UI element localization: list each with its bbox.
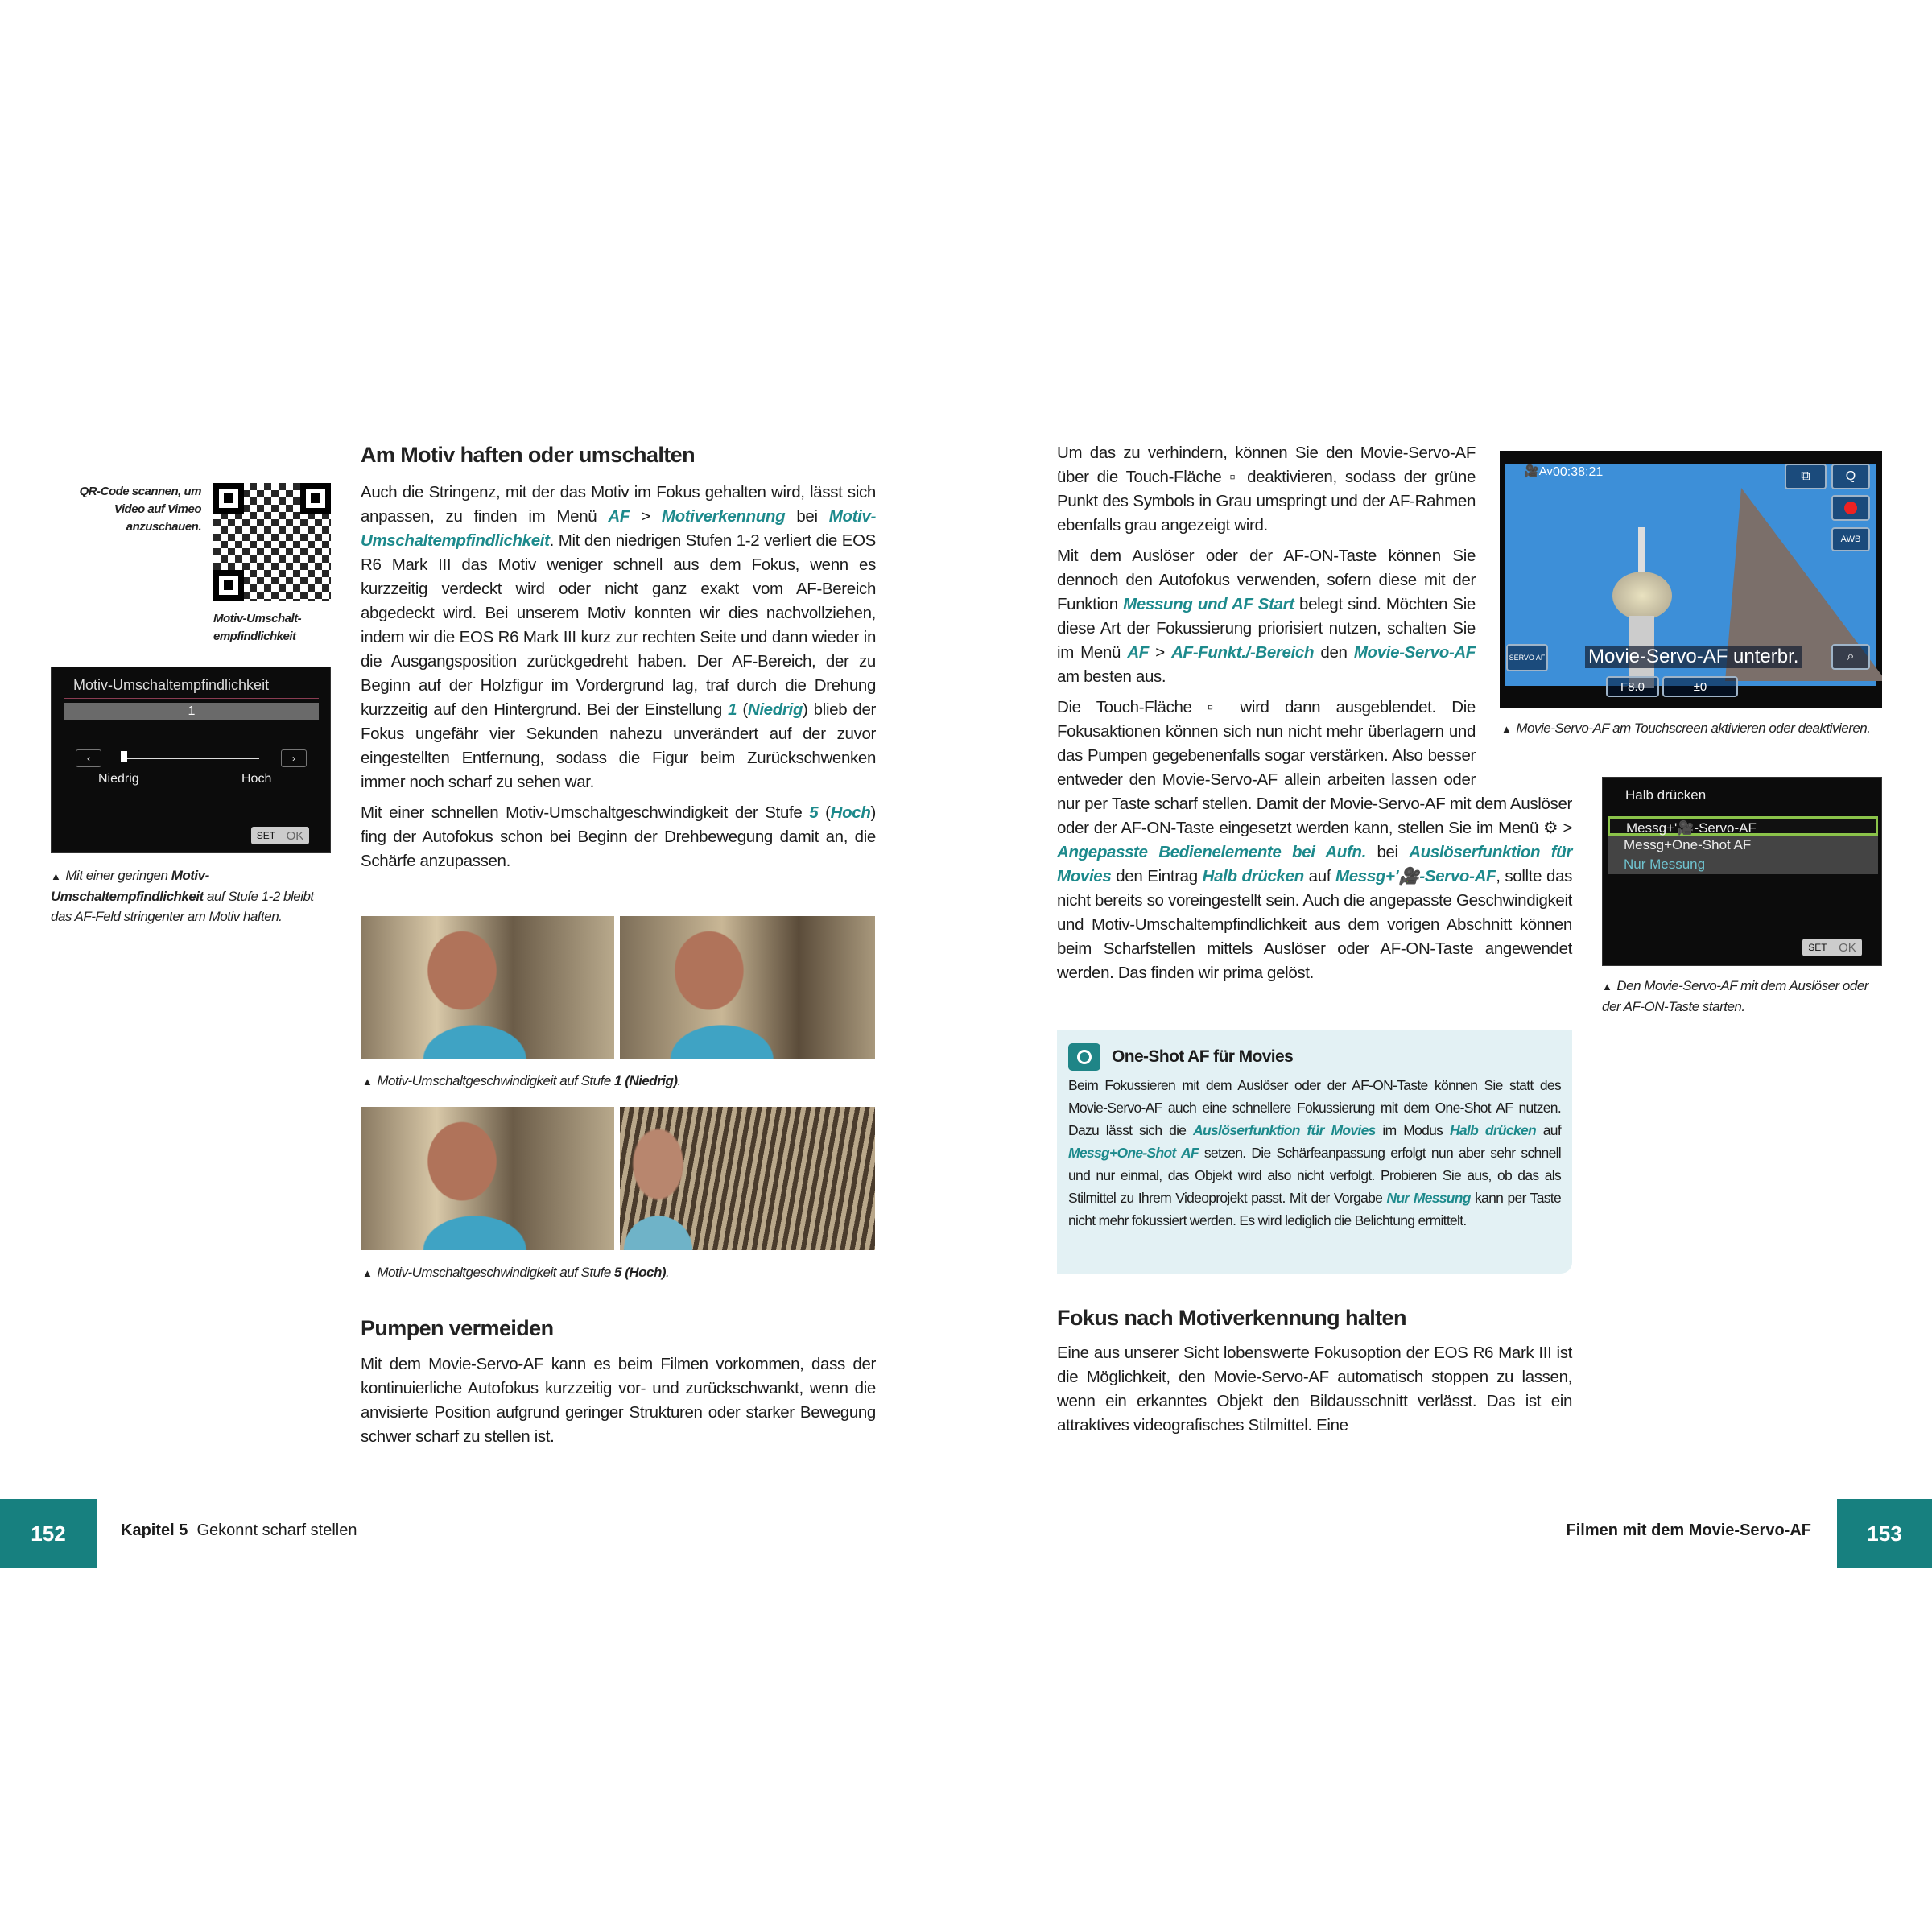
- set-label: SET: [256, 830, 276, 841]
- menu-caption: [51, 865, 332, 927]
- menu-path-highlight: AF: [1127, 643, 1149, 662]
- text-run: 5 (Hoch): [614, 1265, 667, 1280]
- paragraph: [1057, 1341, 1572, 1438]
- text-run: >: [1148, 643, 1172, 662]
- text-run: Um das zu verhindern, können Sie den Movie-Servo-AF über die Touch-Fläche ▫ deaktivieren, sodass der grüne Punkt des Symbols in Grau umspringt und der AF-Rahmen ebenfalls grau angezeigt wird.: [1057, 444, 1476, 535]
- menu-title: Motiv-Umschaltempfindlichkeit: [73, 677, 270, 693]
- text-run: Mit einer schnellen Motiv-Umschaltgeschwindigkeit der Stufe: [361, 803, 810, 822]
- menu-path-highlight: Halb drücken: [1202, 867, 1304, 886]
- exposure-button[interactable]: ±0: [1662, 676, 1738, 697]
- servo-af-overlay: Movie-Servo-AF unterbr.: [1585, 646, 1802, 668]
- menu-title: Halb drücken: [1625, 787, 1707, 803]
- heading-fokus: Fokus nach Motiverkennung halten: [1057, 1306, 1406, 1330]
- menu-option[interactable]: Messg+One-Shot AF: [1608, 836, 1878, 855]
- page-number-right: 153: [1837, 1499, 1932, 1568]
- right-body: [1057, 441, 1572, 992]
- heading-motiv-haften: Am Motiv haften oder umschalten: [361, 443, 695, 467]
- left-body: [361, 481, 876, 880]
- text-run: Motiv-Umschaltgeschwindigkeit auf Stufe: [377, 1265, 615, 1280]
- text-run: Mit einer geringen: [65, 868, 171, 883]
- menu-path-highlight: Niedrig: [747, 700, 803, 719]
- text-run: , sollte das nicht bereits so voreingestellt sein. Auch die angepasste Geschwindigkeit und Motiv-Umschaltempfindlichkeit aus dem vorigen Abschnitt können beim Scharfstellen mittels Auslöser oder AF-ON-Taste angewendet werden. Das finden wir prima gelöst.: [1057, 867, 1573, 982]
- text-run: >: [630, 507, 662, 526]
- qr-code[interactable]: [213, 483, 331, 601]
- camera-icon: [1068, 1043, 1100, 1071]
- menu-screen-sensitivity: [51, 667, 331, 853]
- qr-caption: QR-Code scannen, um Video auf Vimeo anzuschauen.: [79, 485, 201, 534]
- text-run: den: [1314, 643, 1354, 662]
- text-run: auf Stufe 1-2 bleibt das AF-Feld stringenter am Motiv haften.: [51, 889, 314, 924]
- record-button[interactable]: [1831, 495, 1870, 521]
- tip-text: [1068, 1074, 1561, 1232]
- menu-path-highlight: Messg+'🎥-Servo-AF: [1335, 867, 1496, 886]
- paragraph: [361, 481, 876, 795]
- photo-figure-hoch-1: [361, 1107, 614, 1250]
- increase-button[interactable]: ›: [281, 749, 307, 767]
- record-icon: [1844, 502, 1857, 514]
- heading-pumpen: Pumpen vermeiden: [361, 1316, 554, 1340]
- display-toggle-button[interactable]: ⧉: [1785, 464, 1827, 489]
- menu-path-highlight: Auslöserfunktion für Movies: [1193, 1122, 1376, 1138]
- photo-figure-niedrig-1: [361, 916, 614, 1059]
- text-run: . Mit den niedrigen Stufen 1-2 verliert die EOS R6 Mark III das Motiv weniger schnell aus dem Fokus, wenn es kurzzeitig verdeckt wird oder nicht ganz exakt vom AF-Bereich abgedeckt wird. Bei unserem Motiv konnten wir dies nachvollziehen, indem wir die EOS R6 Mark III kurz zur rechten Seite und dann wieder in die Ausgangsposition zurückgedreht haben. Der AF-Bereich, der zu Beginn auf der Holzfigur im Vordergrund lag, traf durch die Drehung kurzzeitig auf den Hintergrund. Bei der Einstellung: [361, 531, 876, 719]
- text-run: auf: [1536, 1122, 1561, 1138]
- text-run: setzen. Die Schärfeanpassung erfolgt nun aber sehr schnell und nur einmal, das Objekt wird also nicht verfolgt. Probieren Sie aus, ob das als Stilmittel zu Ihrem Videoprojekt passt. Mit der Vorgabe: [1068, 1145, 1561, 1206]
- menu-path-highlight: Hoch: [830, 803, 871, 822]
- text-run: Die Touch-Fläche ▫ wird dann ausgeblendet. Die Fokusaktionen können sich nun nicht mehr überlagern und das Pumpen gegebenenfalls sogar verstärken. Also besser entweder den Movie-Servo-AF allein arbeiten lassen oder nur per Taste scharf stellen. Damit der Movie-Servo-AF mit dem Auslöser oder der AF-ON-Taste eingesetzt werden kann, stellen Sie im Menü ⚙ >: [1057, 698, 1572, 837]
- photo-figure-hoch-2: [620, 1107, 875, 1250]
- menu-path-highlight: Messg+One-Shot AF: [1068, 1145, 1199, 1161]
- text-run: im Modus: [1375, 1122, 1450, 1138]
- text-run: bei: [1365, 843, 1410, 861]
- menu-caption-right: ▲ Den Movie-Servo-AF mit dem Auslöser oder der AF-ON-Taste starten.: [1602, 978, 1868, 1014]
- photo-caption-1: ▲ Motiv-Umschaltgeschwindigkeit auf Stufe 1 (Niedrig).: [362, 1073, 681, 1088]
- text-run: (: [737, 700, 748, 719]
- menu-screen-halb-druecken: [1602, 777, 1882, 966]
- decrease-button[interactable]: ‹: [76, 749, 101, 767]
- menu-option[interactable]: Messg+'🎥-Servo-AF: [1608, 816, 1878, 836]
- set-ok-button[interactable]: [251, 827, 309, 844]
- running-header-right: Filmen mit dem Movie-Servo-AF: [1566, 1521, 1811, 1539]
- slider-handle[interactable]: [121, 751, 127, 762]
- camera-live-view[interactable]: [1500, 451, 1882, 708]
- menu-path-highlight: Nur Messung: [1386, 1190, 1471, 1206]
- text-run: Mit dem Auslöser oder der AF-ON-Taste können Sie dennoch den Autofokus verwenden, sofern diese mit der Funktion: [1057, 547, 1476, 613]
- text-run: Beim Fokussieren mit dem Auslöser oder der AF-ON-Taste können Sie statt des Movie-Servo-AF auch eine schnellere Fokussierung mit dem One-Shot AF nutzen. Dazu lässt sich die: [1068, 1077, 1561, 1138]
- text-run: den Eintrag: [1111, 867, 1203, 886]
- text-run: am besten aus.: [1057, 667, 1166, 686]
- text-run: Motiv-Umschaltgeschwindigkeit auf Stufe: [377, 1073, 615, 1088]
- text-run: auf: [1303, 867, 1335, 886]
- tip-title: One-Shot AF für Movies: [1112, 1047, 1294, 1066]
- text-run: (: [818, 803, 831, 822]
- text-run: Motiv-Umschaltempfindlichkeit: [51, 868, 209, 904]
- text-run: Mit dem Movie-Servo-AF kann es beim Filmen vorkommen, dass der kontinuierliche Autofokus kurzzeitig vor- und zurückschwankt, wenn die anvisierte Position aufgrund geringer Strukturen oder starker Bewegung schwer scharf zu stellen ist.: [361, 1355, 876, 1446]
- aperture-button[interactable]: F8.0: [1606, 676, 1659, 697]
- awb-button[interactable]: AWB: [1831, 527, 1870, 551]
- low-label: Niedrig: [98, 772, 139, 786]
- menu-path-highlight: Angepasste Bedienelemente bei Aufn.: [1057, 843, 1366, 861]
- ok-label: OK: [286, 828, 304, 843]
- paragraph: [361, 1352, 876, 1449]
- camera-caption: ▲ Movie-Servo-AF am Touchscreen aktivieren oder deaktivieren.: [1501, 720, 1871, 736]
- paragraph: [361, 801, 876, 873]
- text-run: Auch die Stringenz, mit der das Motiv im Fokus gehalten wird, lässt sich anpassen, zu finden im Menü: [361, 483, 876, 526]
- menu-path-highlight: Auslöserfunktion für Movies: [1057, 843, 1573, 886]
- running-header-left: Kapitel 5 Gekonnt scharf stellen: [121, 1521, 357, 1539]
- menu-path-highlight: Messung und AF Start: [1123, 595, 1294, 613]
- menu-value: 1: [64, 703, 319, 720]
- text-run: Eine aus unserer Sicht lobenswerte Fokusoption der EOS R6 Mark III ist die Möglichkeit, den Movie-Servo-AF automatisch stoppen zu lassen, wenn ein erkanntes Objekt den Bildausschnitt verlässt. Das ist ein attraktives videografisches Stilmittel. Eine: [1057, 1344, 1572, 1435]
- servo-af-toggle[interactable]: SERVO AF: [1506, 644, 1548, 671]
- text-run: belegt sind. Möchten Sie diese Art der Fokussierung priorisiert nutzen, schalten Sie im Menü: [1057, 595, 1476, 662]
- text-run: bei: [785, 507, 829, 526]
- quick-menu-button[interactable]: Q: [1831, 464, 1870, 489]
- menu-path-highlight: Halb drücken: [1449, 1122, 1537, 1138]
- text-run: 1 (Niedrig): [614, 1073, 678, 1088]
- menu-path-highlight: AF-Funkt./-Bereich: [1171, 643, 1315, 662]
- high-label: Hoch: [242, 772, 272, 786]
- magnify-button[interactable]: ⌕: [1831, 644, 1870, 670]
- movie-mode-icon: 🎥Av: [1524, 464, 1553, 478]
- menu-path-highlight: Motiv-Umschaltempfindlichkeit: [361, 507, 876, 550]
- timecode: 00:38:21: [1553, 465, 1604, 479]
- qr-label: Motiv-Umschalt-empfindlichkeit: [213, 612, 302, 643]
- triangle-icon: ▲: [51, 870, 61, 882]
- menu-path-highlight: AF: [608, 507, 630, 526]
- text-run: kann per Taste nicht mehr fokussiert werden. Es wird lediglich die Belichtung ermittelt.: [1068, 1190, 1561, 1228]
- photo-caption-2: ▲ Motiv-Umschaltgeschwindigkeit auf Stufe 5 (Hoch).: [362, 1265, 670, 1280]
- left-body-2: [361, 1352, 876, 1455]
- tip-box: [1057, 1030, 1572, 1274]
- text-run: ) blieb der Fokus ungefähr vier Sekunden nahezu unverändert auf der zuvor eingestellten Entfernung, sodass die Figur beim Zurückschwenken immer noch scharf zu sehen war.: [361, 700, 877, 791]
- menu-path-highlight: 1: [728, 700, 737, 719]
- sensitivity-slider[interactable]: [124, 758, 259, 759]
- menu-option[interactable]: Nur Messung: [1608, 855, 1878, 874]
- photo-figure-niedrig-2: [620, 916, 875, 1059]
- set-ok-button[interactable]: SET OK: [1802, 939, 1862, 956]
- menu-path-highlight: Movie-Servo-AF: [1353, 643, 1476, 662]
- text-run: .: [677, 1073, 681, 1088]
- tower-sphere: [1612, 572, 1672, 620]
- menu-path-highlight: 5: [809, 803, 819, 822]
- text-run: ) fing der Autofokus schon bei Beginn der Drehbewegung damit an, die Schärfe anzupassen.: [361, 803, 876, 870]
- right-body-2: [1057, 1341, 1572, 1444]
- menu-path-highlight: Motiverkennung: [661, 507, 786, 526]
- page-number-left: 152: [0, 1499, 97, 1568]
- text-run: .: [666, 1265, 670, 1280]
